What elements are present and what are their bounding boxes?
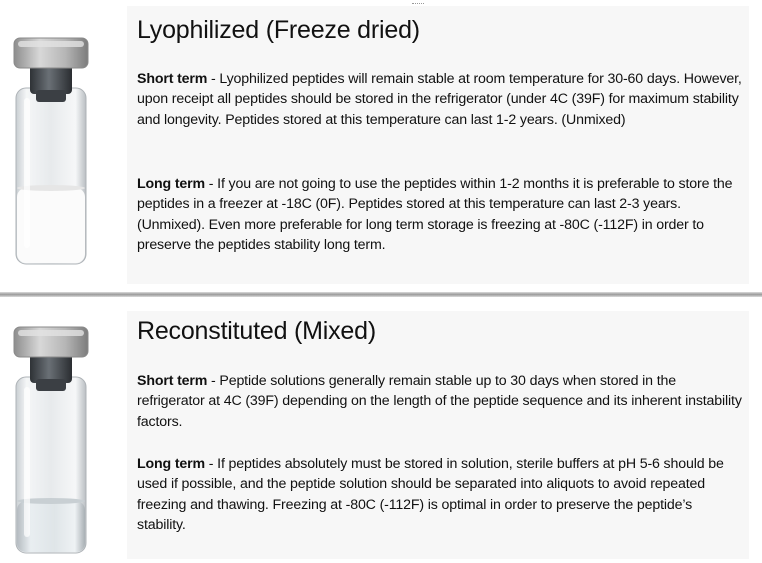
vial-body [16, 377, 86, 553]
vial-cap [14, 38, 88, 68]
vial-cap [14, 327, 88, 357]
reconstituted-long-term-paragraph [137, 454, 743, 535]
reconstituted-text-panel [127, 311, 749, 559]
reconstituted-heading: Reconstituted (Mixed) [137, 317, 376, 345]
short-term-text: - Peptide solutions generally remain stable up to 30 days when stored in the refrigerator at 4C (39F) depending on the length of the peptide sequence and its inherent instability factors. [137, 373, 742, 430]
long-term-text: - If peptides absolutely must be stored in solution, sterile buffers at pH 5-6 should be used if possible, and the peptide solution should be separated into aliquots to avoid repeated freezing and thawing. Freezing at -80C (-112F) is optimal in order to preserve the peptide’s stability. [137, 456, 724, 533]
lyophilized-vial-image [10, 36, 92, 268]
reconstituted-short-term-paragraph [137, 371, 743, 432]
short-term-label: Short term [137, 373, 208, 389]
vial-stopper [30, 353, 72, 391]
reconstituted-vial-image [10, 325, 92, 557]
short-term-text: - Lyophilized peptides will remain stable at room temperature for 30-60 days. However, upon receipt all peptides should be stored in the refrigerator (under 4C (39F) for maximum stability and longevity. Peptides stored at this temperature can last 1-2 years. (Unmixed) [137, 71, 742, 128]
lyophilized-short-term-paragraph [137, 69, 743, 130]
long-term-label: Long term [137, 456, 206, 472]
lyophilized-heading: Lyophilized (Freeze dried) [137, 16, 420, 44]
lyophilized-text-panel [127, 6, 749, 284]
vial-stopper [30, 64, 72, 102]
long-term-label: Long term [137, 176, 206, 192]
vial-body [16, 88, 86, 264]
lyophilized-long-term-paragraph [137, 174, 743, 255]
long-term-text: - If you are not going to use the peptides within 1-2 months it is preferable to store the peptides in a freezer at -18C (0F). Peptides stored at this temperature can last 2-3 years. (Unmixed). Even more preferable for long term storage is freezing at -80C (-112F) in order to preserve the peptides stability long term. [137, 176, 733, 253]
reconstituted-section [0, 297, 762, 563]
short-term-label: Short term [137, 71, 208, 87]
